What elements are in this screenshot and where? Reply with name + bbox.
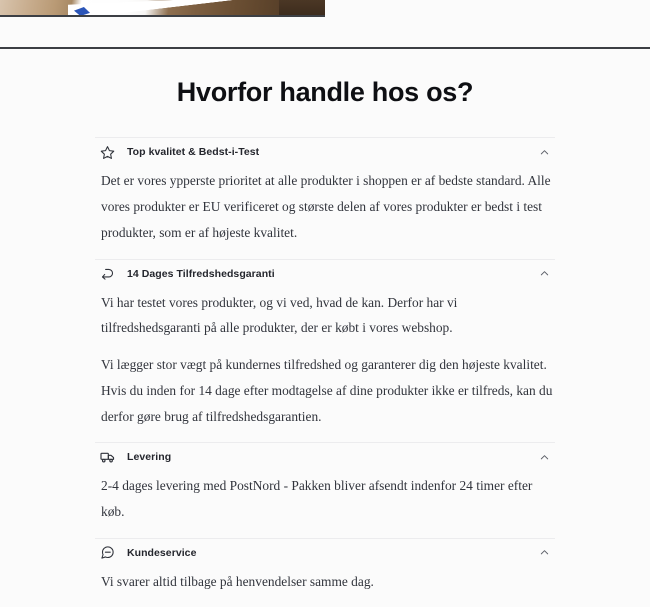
accordion-item-tilfredshedsgaranti (95, 259, 555, 443)
accordion-panel-top-kvalitet (95, 166, 555, 258)
accordion-item-top-kvalitet (95, 137, 555, 258)
accordion-paragraph: Vi har testet vores produkter, og vi ved, hvad de kan. Derfor har vi tilfredshedsgaranti på alle produkter, der er købt i vores webshop. (101, 294, 458, 336)
accordion-paragraph: Vi svarer altid tilbage på henvendelser samme dag. (101, 573, 374, 589)
accordion-header-kundeservice[interactable] (95, 539, 555, 567)
accordion-header-levering[interactable] (95, 443, 555, 471)
accordion-label: 14 Dages Tilfredshedsgaranti (127, 267, 275, 280)
accordion-panel-kundeservice (95, 567, 555, 607)
return-arrow-icon (99, 265, 116, 282)
hero-photo-background (0, 0, 325, 15)
hero-white-object (68, 0, 278, 15)
accordion-header-tilfredshedsgaranti[interactable] (95, 260, 555, 288)
accordion-panel-tilfredshedsgaranti (95, 288, 555, 443)
accordion-label: Levering (127, 451, 172, 464)
hero-dark-wood-edge (279, 0, 325, 15)
accordion-panel-levering (95, 471, 555, 537)
chevron-up-icon[interactable] (536, 449, 552, 465)
chevron-up-icon[interactable] (536, 266, 552, 282)
accordion-paragraph: Det er vores ypperste prioritet at alle produkter i shoppen er af bedste standard. Alle vores produkter er EU verificeret og største delen af vores produkter er bedst i test produkter, som er af højeste kvalitet. (101, 173, 551, 240)
hero-image (0, 0, 325, 17)
accordion-item-levering (95, 442, 555, 537)
page-title: Hvorfor handle hos os? (176, 77, 474, 107)
delivery-truck-icon (99, 449, 116, 466)
chat-bubble-icon (99, 544, 116, 561)
header-rule-band (0, 17, 650, 49)
accordion-label: Top kvalitet & Bedst-i-Test (127, 146, 260, 159)
accordion-label: Kundeservice (127, 546, 197, 559)
accordion-item-kundeservice (95, 538, 555, 607)
page-content (0, 76, 650, 607)
faq-accordion (95, 137, 555, 607)
accordion-paragraph: Vi lægger stor vægt på kundernes tilfredshed og garanterer dig den højeste kvalitet. Hvis du inden for 14 dage efter modtagelse af dine produkter ikke er tilfreds, kan du derfor gøre brug af tilfredshedsgarantien. (101, 357, 553, 424)
accordion-header-top-kvalitet[interactable] (95, 138, 555, 166)
chevron-up-icon[interactable] (536, 144, 552, 160)
chevron-up-icon[interactable] (536, 545, 552, 561)
accordion-paragraph: 2-4 dages levering med PostNord - Pakken bliver afsendt indenfor 24 timer efter køb. (101, 478, 533, 519)
star-icon (99, 144, 116, 161)
